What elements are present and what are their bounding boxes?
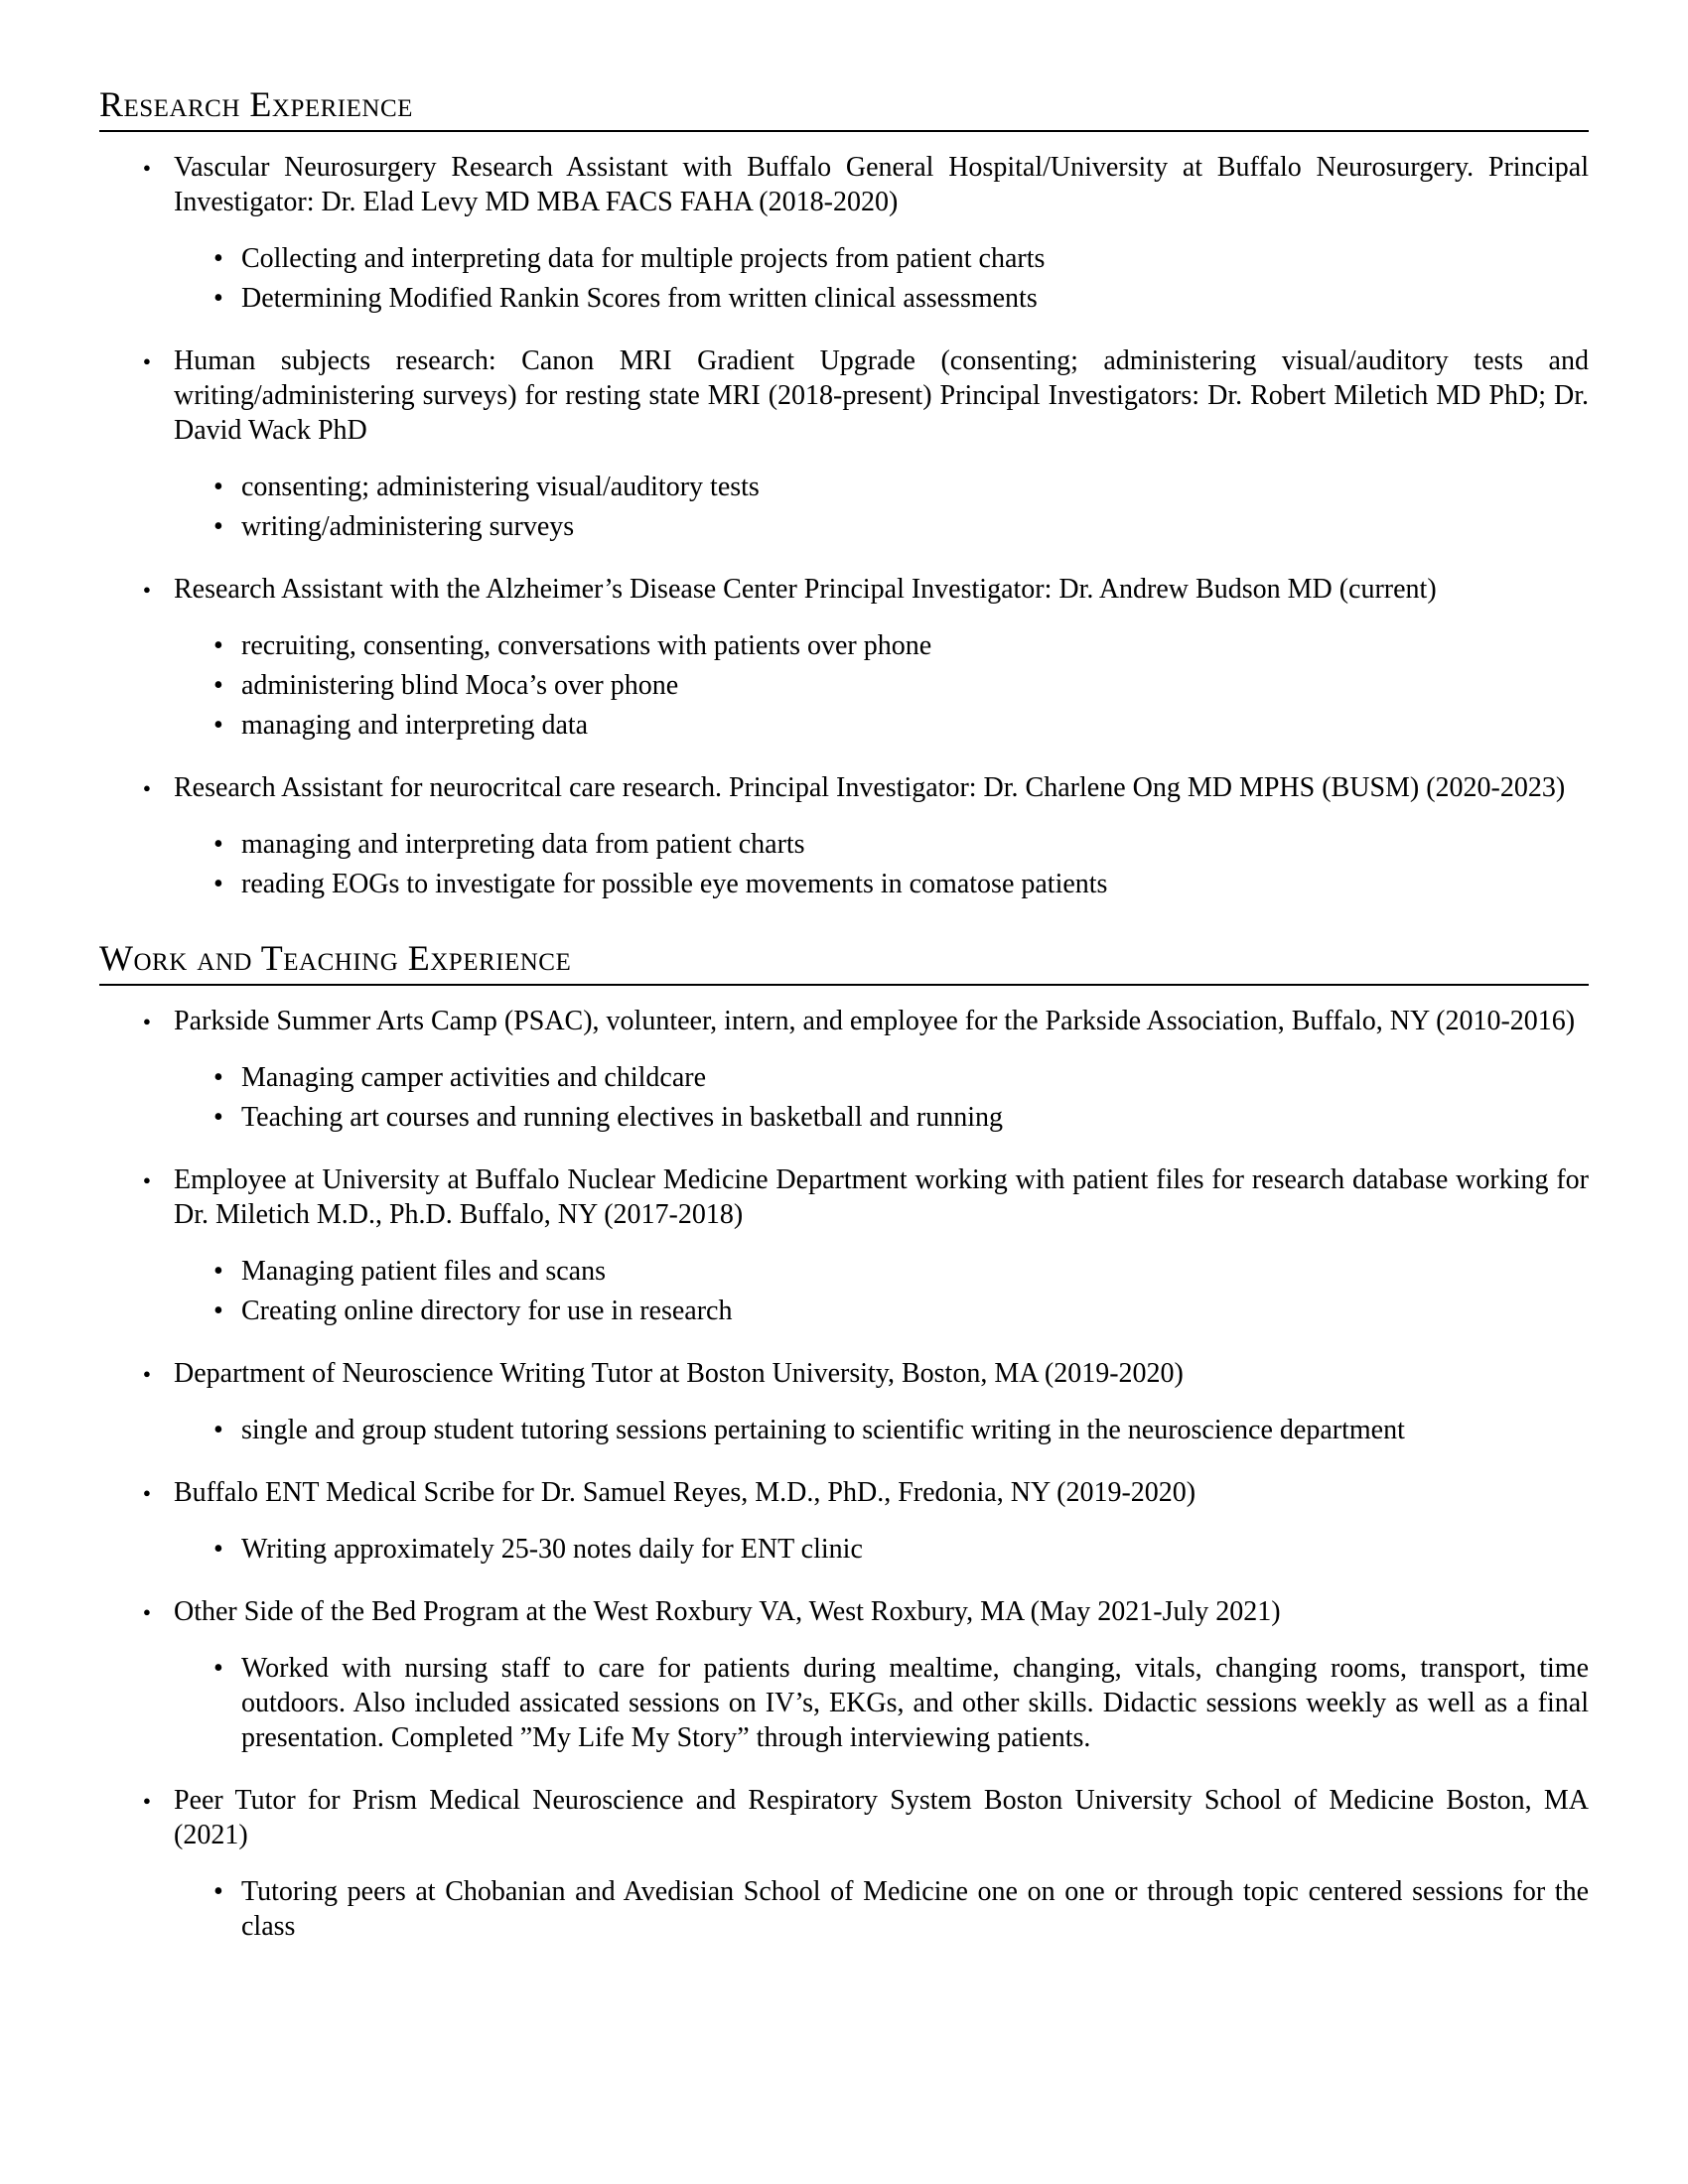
sub-bullet-icon: •	[213, 1534, 223, 1565]
sub-experience-list	[174, 1532, 1589, 1567]
sub-experience-item	[174, 1413, 1589, 1447]
subitem-text: managing and interpreting data	[241, 710, 589, 741]
experience-item	[99, 1356, 1589, 1447]
bullet-icon: ●	[143, 1485, 151, 1500]
item-text: Department of Neuroscience Writing Tutor at Boston University, Boston, MA (2019-2020)	[174, 1358, 1184, 1389]
sub-experience-list	[174, 470, 1589, 544]
sub-bullet-icon: •	[213, 1653, 223, 1684]
sub-bullet-icon: •	[213, 472, 223, 502]
sub-experience-list	[174, 628, 1589, 743]
subitem-text: Worked with nursing staff to care for patients during mealtime, changing, vitals, changing rooms, transport, time outdoors. Also included assicated sessions on IV’s, EKGs, and other skills. Didactic sessions weekly as well as a final presentation. Completed ”My Life My Story” through interviewing patients.	[241, 1653, 1589, 1753]
experience-list	[99, 1004, 1589, 1944]
subitem-text: Writing approximately 25-30 notes daily for ENT clinic	[241, 1534, 863, 1565]
sub-experience-item	[174, 1874, 1589, 1944]
sub-experience-list	[174, 1651, 1589, 1755]
subitem-text: Collecting and interpreting data for multiple projects from patient charts	[241, 243, 1046, 274]
sub-experience-item	[174, 1294, 1589, 1328]
experience-item	[99, 1004, 1589, 1135]
subitem-text: Determining Modified Rankin Scores from written clinical assessments	[241, 283, 1038, 314]
section-title: Work and Teaching Experience	[99, 938, 572, 978]
sub-bullet-icon: •	[213, 630, 223, 661]
sub-bullet-icon: •	[213, 1062, 223, 1093]
sub-bullet-icon: •	[213, 283, 223, 314]
bullet-icon: ●	[143, 1366, 151, 1381]
experience-item	[99, 572, 1589, 743]
sub-bullet-icon: •	[213, 829, 223, 860]
item-text: Buffalo ENT Medical Scribe for Dr. Samuel Reyes, M.D., PhD., Fredonia, NY (2019-2020)	[174, 1477, 1196, 1508]
sub-bullet-icon: •	[213, 1296, 223, 1326]
sub-bullet-icon: •	[213, 1415, 223, 1445]
sub-experience-item	[174, 1254, 1589, 1289]
experience-item	[99, 1475, 1589, 1567]
section-research-experience	[99, 83, 1589, 901]
bullet-icon: ●	[143, 1793, 151, 1808]
sub-bullet-icon: •	[213, 710, 223, 741]
experience-item	[99, 1783, 1589, 1944]
sub-experience-list	[174, 241, 1589, 316]
bullet-icon: ●	[143, 160, 151, 175]
subitem-text: administering blind Moca’s over phone	[241, 670, 679, 701]
sub-experience-item	[174, 1532, 1589, 1567]
item-text: Vascular Neurosurgery Research Assistant with Buffalo General Hospital/University at Buffalo Neurosurgery. Principal Investigator: Dr. Elad Levy MD MBA FACS FAHA (2018-2020)	[174, 152, 1589, 217]
experience-list	[99, 150, 1589, 901]
experience-item	[99, 343, 1589, 544]
bullet-icon: ●	[143, 1014, 151, 1028]
item-text: Parkside Summer Arts Camp (PSAC), volunteer, intern, and employee for the Parkside Association, Buffalo, NY (2010-2016)	[174, 1006, 1576, 1036]
section-rule	[99, 984, 1589, 986]
section-work-teaching-experience	[99, 937, 1589, 1944]
item-text: Research Assistant with the Alzheimer’s Disease Center Principal Investigator: Dr. Andrew Budson MD (current)	[174, 574, 1437, 605]
subitem-text: Tutoring peers at Chobanian and Avedisian School of Medicine one on one or through topic centered sessions for the class	[241, 1876, 1589, 1942]
sub-experience-list	[174, 1874, 1589, 1944]
sub-experience-item	[174, 827, 1589, 862]
sub-experience-item	[174, 867, 1589, 901]
item-text: Peer Tutor for Prism Medical Neuroscience and Respiratory System Boston University School of Medicine Boston, MA (2021)	[174, 1785, 1589, 1850]
subitem-text: single and group student tutoring sessions pertaining to scientific writing in the neuroscience department	[241, 1415, 1405, 1445]
section-rule	[99, 130, 1589, 132]
subitem-text: Teaching art courses and running electives in basketball and running	[241, 1102, 1004, 1133]
resume-content	[99, 83, 1589, 1944]
bullet-icon: ●	[143, 1604, 151, 1619]
subitem-text: writing/administering surveys	[241, 511, 575, 542]
section-title: Research Experience	[99, 84, 413, 124]
item-text: Employee at University at Buffalo Nuclear Medicine Department working with patient files for research database working for Dr. Miletich M.D., Ph.D. Buffalo, NY (2017-2018)	[174, 1164, 1589, 1230]
sub-experience-list	[174, 827, 1589, 901]
subitem-text: consenting; administering visual/auditory tests	[241, 472, 760, 502]
sub-bullet-icon: •	[213, 511, 223, 542]
experience-item	[99, 770, 1589, 901]
sub-experience-list	[174, 1060, 1589, 1135]
sub-experience-item	[174, 470, 1589, 504]
subitem-text: recruiting, consenting, conversations with patients over phone	[241, 630, 932, 661]
sub-bullet-icon: •	[213, 243, 223, 274]
sub-experience-item	[174, 1651, 1589, 1755]
sub-experience-item	[174, 509, 1589, 544]
experience-item	[99, 150, 1589, 316]
subitem-text: Managing camper activities and childcare	[241, 1062, 707, 1093]
subitem-text: Managing patient files and scans	[241, 1256, 607, 1287]
sub-experience-item	[174, 628, 1589, 663]
sub-bullet-icon: •	[213, 1876, 223, 1907]
item-text: Human subjects research: Canon MRI Gradient Upgrade (consenting; administering visual/auditory tests and writing/administering surveys) for resting state MRI (2018-present) Principal Investigators: Dr. Robert Miletich MD PhD; Dr. David Wack PhD	[174, 345, 1589, 446]
sub-experience-list	[174, 1413, 1589, 1447]
sub-experience-item	[174, 241, 1589, 276]
subitem-text: Creating online directory for use in research	[241, 1296, 733, 1326]
sub-bullet-icon: •	[213, 670, 223, 701]
bullet-icon: ●	[143, 353, 151, 368]
bullet-icon: ●	[143, 1172, 151, 1187]
sub-bullet-icon: •	[213, 869, 223, 899]
sub-experience-item	[174, 668, 1589, 703]
sub-bullet-icon: •	[213, 1256, 223, 1287]
item-text: Research Assistant for neurocritcal care research. Principal Investigator: Dr. Charlene Ong MD MPHS (BUSM) (2020-2023)	[174, 772, 1566, 803]
experience-item	[99, 1594, 1589, 1755]
subitem-text: reading EOGs to investigate for possible eye movements in comatose patients	[241, 869, 1108, 899]
item-text: Other Side of the Bed Program at the West Roxbury VA, West Roxbury, MA (May 2021-July 2021)	[174, 1596, 1281, 1627]
sub-bullet-icon: •	[213, 1102, 223, 1133]
bullet-icon: ●	[143, 582, 151, 597]
bullet-icon: ●	[143, 780, 151, 795]
experience-item	[99, 1162, 1589, 1328]
sub-experience-list	[174, 1254, 1589, 1328]
sub-experience-item	[174, 1100, 1589, 1135]
sub-experience-item	[174, 281, 1589, 316]
sub-experience-item	[174, 708, 1589, 743]
subitem-text: managing and interpreting data from patient charts	[241, 829, 805, 860]
sub-experience-item	[174, 1060, 1589, 1095]
